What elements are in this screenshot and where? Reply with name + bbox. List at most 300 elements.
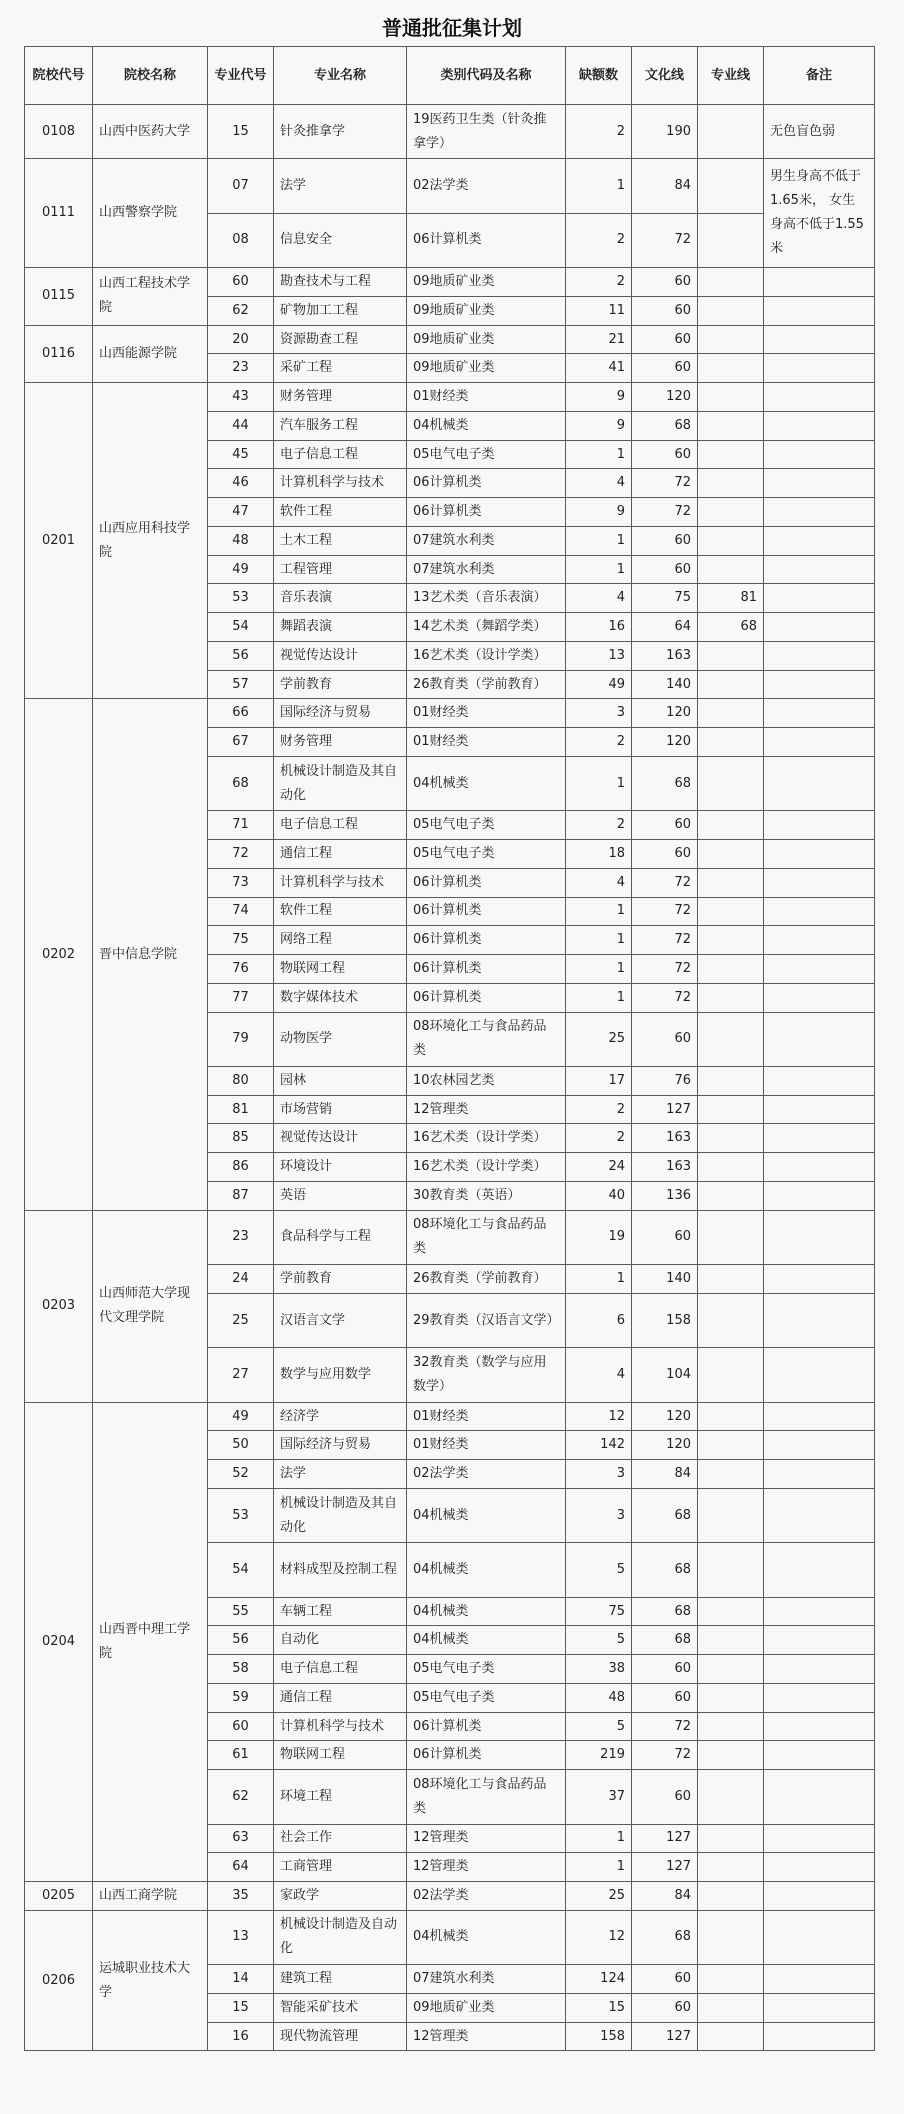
vacancy-cell: 4 — [566, 469, 632, 498]
category-cell: 05电气电子类 — [407, 1655, 566, 1684]
vacancy-cell: 1 — [566, 926, 632, 955]
culture-line-cell: 120 — [632, 728, 698, 757]
category-cell: 26教育类（学前教育） — [407, 1265, 566, 1294]
culture-line-cell: 68 — [632, 1543, 698, 1597]
major-code-cell: 62 — [208, 296, 274, 325]
major-name-cell: 电子信息工程 — [274, 1655, 407, 1684]
major-code-cell: 75 — [208, 926, 274, 955]
vacancy-cell: 38 — [566, 1655, 632, 1684]
major-name-cell: 动物医学 — [274, 1012, 407, 1066]
remark-cell — [764, 1095, 875, 1124]
major-name-cell: 数学与应用数学 — [274, 1348, 407, 1402]
table-row — [25, 325, 875, 354]
table-row — [25, 1402, 875, 1431]
profession-line-cell — [698, 1824, 764, 1853]
profession-line-cell — [698, 1543, 764, 1597]
school-name-cell: 山西应用科技学院 — [93, 383, 208, 699]
remark-cell — [764, 1712, 875, 1741]
remark-cell: 男生身高不低于1.65米， 女生身高不低于1.55米 — [764, 159, 875, 268]
culture-line-cell: 140 — [632, 1265, 698, 1294]
major-name-cell: 食品科学与工程 — [274, 1210, 407, 1264]
category-cell: 08环境化工与食品药品类 — [407, 1210, 566, 1264]
school-name-cell: 晋中信息学院 — [93, 699, 208, 1210]
profession-line-cell — [698, 868, 764, 897]
culture-line-cell: 84 — [632, 1882, 698, 1911]
category-cell: 12管理类 — [407, 2022, 566, 2051]
category-cell: 05电气电子类 — [407, 1683, 566, 1712]
major-name-cell: 舞蹈表演 — [274, 613, 407, 642]
remark-cell — [764, 1993, 875, 2022]
culture-line-cell: 190 — [632, 105, 698, 159]
major-name-cell: 财务管理 — [274, 728, 407, 757]
major-name-cell: 软件工程 — [274, 897, 407, 926]
profession-line-cell — [698, 1488, 764, 1542]
table-row — [25, 1210, 875, 1264]
major-code-cell: 24 — [208, 1265, 274, 1294]
vacancy-cell: 1 — [566, 440, 632, 469]
culture-line-cell: 72 — [632, 1741, 698, 1770]
vacancy-cell: 9 — [566, 498, 632, 527]
profession-line-cell — [698, 1012, 764, 1066]
remark-cell — [764, 1626, 875, 1655]
major-name-cell: 视觉传达设计 — [274, 641, 407, 670]
school-code-cell: 0203 — [25, 1210, 93, 1402]
culture-line-cell: 75 — [632, 584, 698, 613]
culture-line-cell: 60 — [632, 811, 698, 840]
major-name-cell: 国际经济与贸易 — [274, 1431, 407, 1460]
profession-line-cell — [698, 1626, 764, 1655]
major-code-cell: 64 — [208, 1853, 274, 1882]
remark-cell — [764, 1293, 875, 1347]
profession-line-cell — [698, 811, 764, 840]
category-cell: 12管理类 — [407, 1095, 566, 1124]
col-header: 类别代码及名称 — [407, 47, 566, 105]
culture-line-cell: 72 — [632, 213, 698, 267]
culture-line-cell: 60 — [632, 526, 698, 555]
vacancy-cell: 13 — [566, 641, 632, 670]
vacancy-cell: 25 — [566, 1882, 632, 1911]
major-name-cell: 电子信息工程 — [274, 440, 407, 469]
vacancy-cell: 5 — [566, 1712, 632, 1741]
major-name-cell: 工程管理 — [274, 555, 407, 584]
category-cell: 06计算机类 — [407, 469, 566, 498]
col-header: 缺额数 — [566, 47, 632, 105]
vacancy-cell: 5 — [566, 1543, 632, 1597]
major-code-cell: 58 — [208, 1655, 274, 1684]
vacancy-cell: 4 — [566, 1348, 632, 1402]
major-code-cell: 13 — [208, 1910, 274, 1964]
culture-line-cell: 68 — [632, 1626, 698, 1655]
major-name-cell: 法学 — [274, 1460, 407, 1489]
vacancy-cell: 17 — [566, 1066, 632, 1095]
major-name-cell: 国际经济与贸易 — [274, 699, 407, 728]
profession-line-cell — [698, 641, 764, 670]
category-cell: 04机械类 — [407, 411, 566, 440]
vacancy-cell: 2 — [566, 1124, 632, 1153]
profession-line-cell — [698, 105, 764, 159]
vacancy-cell: 11 — [566, 296, 632, 325]
major-name-cell: 信息安全 — [274, 213, 407, 267]
profession-line-cell — [698, 296, 764, 325]
major-name-cell: 自动化 — [274, 1626, 407, 1655]
remark-cell — [764, 1265, 875, 1294]
profession-line-cell — [698, 440, 764, 469]
major-name-cell: 采矿工程 — [274, 354, 407, 383]
culture-line-cell: 163 — [632, 1153, 698, 1182]
vacancy-cell: 2 — [566, 213, 632, 267]
vacancy-cell: 18 — [566, 840, 632, 869]
school-name-cell: 山西警察学院 — [93, 159, 208, 268]
category-cell: 14艺术类（舞蹈学类） — [407, 613, 566, 642]
major-code-cell: 07 — [208, 159, 274, 213]
culture-line-cell: 163 — [632, 641, 698, 670]
major-name-cell: 通信工程 — [274, 840, 407, 869]
remark-cell — [764, 1124, 875, 1153]
remark-cell — [764, 1882, 875, 1911]
profession-line-cell — [698, 897, 764, 926]
vacancy-cell: 1 — [566, 159, 632, 213]
category-cell: 08环境化工与食品药品类 — [407, 1012, 566, 1066]
vacancy-cell: 219 — [566, 1741, 632, 1770]
major-name-cell: 法学 — [274, 159, 407, 213]
culture-line-cell: 60 — [632, 1210, 698, 1264]
vacancy-cell: 12 — [566, 1910, 632, 1964]
vacancy-cell: 4 — [566, 584, 632, 613]
culture-line-cell: 60 — [632, 440, 698, 469]
category-cell: 26教育类（学前教育） — [407, 670, 566, 699]
table-row — [25, 1910, 875, 1964]
category-cell: 05电气电子类 — [407, 811, 566, 840]
category-cell: 04机械类 — [407, 1488, 566, 1542]
remark-cell — [764, 354, 875, 383]
profession-line-cell — [698, 1910, 764, 1964]
major-code-cell: 60 — [208, 1712, 274, 1741]
culture-line-cell: 163 — [632, 1124, 698, 1153]
page-title: 普通批征集计划 — [382, 16, 522, 40]
col-header: 专业线 — [698, 47, 764, 105]
major-name-cell: 工商管理 — [274, 1853, 407, 1882]
major-name-cell: 机械设计制造及自动化 — [274, 1910, 407, 1964]
culture-line-cell: 64 — [632, 613, 698, 642]
school-code-cell: 0115 — [25, 268, 93, 326]
vacancy-cell: 2 — [566, 728, 632, 757]
category-cell: 12管理类 — [407, 1853, 566, 1882]
culture-line-cell: 127 — [632, 1824, 698, 1853]
vacancy-cell: 25 — [566, 1012, 632, 1066]
col-header: 文化线 — [632, 47, 698, 105]
major-code-cell: 44 — [208, 411, 274, 440]
vacancy-cell: 3 — [566, 1460, 632, 1489]
major-code-cell: 46 — [208, 469, 274, 498]
culture-line-cell: 68 — [632, 1488, 698, 1542]
vacancy-cell: 158 — [566, 2022, 632, 2051]
category-cell: 07建筑水利类 — [407, 1965, 566, 1994]
remark-cell — [764, 1012, 875, 1066]
vacancy-cell: 3 — [566, 1488, 632, 1542]
vacancy-cell: 16 — [566, 613, 632, 642]
vacancy-cell: 1 — [566, 1824, 632, 1853]
remark-cell — [764, 1543, 875, 1597]
profession-line-cell — [698, 1683, 764, 1712]
major-name-cell: 机械设计制造及其自动化 — [274, 1488, 407, 1542]
major-name-cell: 软件工程 — [274, 498, 407, 527]
major-name-cell: 通信工程 — [274, 1683, 407, 1712]
table-row — [25, 1882, 875, 1911]
major-code-cell: 54 — [208, 613, 274, 642]
major-name-cell: 视觉传达设计 — [274, 1124, 407, 1153]
school-code-cell: 0202 — [25, 699, 93, 1210]
profession-line-cell — [698, 159, 764, 213]
profession-line-cell — [698, 469, 764, 498]
major-name-cell: 车辆工程 — [274, 1597, 407, 1626]
remark-cell — [764, 641, 875, 670]
category-cell: 10农林园艺类 — [407, 1066, 566, 1095]
vacancy-cell: 6 — [566, 1293, 632, 1347]
vacancy-cell: 1 — [566, 897, 632, 926]
category-cell: 01财经类 — [407, 699, 566, 728]
remark-cell — [764, 555, 875, 584]
profession-line-cell — [698, 1348, 764, 1402]
major-name-cell: 园林 — [274, 1066, 407, 1095]
profession-line-cell — [698, 1882, 764, 1911]
major-code-cell: 73 — [208, 868, 274, 897]
profession-line-cell: 68 — [698, 613, 764, 642]
remark-cell — [764, 498, 875, 527]
remark-cell — [764, 526, 875, 555]
remark-cell — [764, 811, 875, 840]
remark-cell — [764, 868, 875, 897]
culture-line-cell: 158 — [632, 1293, 698, 1347]
category-cell: 09地质矿业类 — [407, 354, 566, 383]
col-header: 院校代号 — [25, 47, 93, 105]
school-code-cell: 0204 — [25, 1402, 93, 1881]
category-cell: 09地质矿业类 — [407, 296, 566, 325]
remark-cell — [764, 584, 875, 613]
profession-line-cell — [698, 670, 764, 699]
major-code-cell: 68 — [208, 756, 274, 810]
col-header: 备注 — [764, 47, 875, 105]
culture-line-cell: 72 — [632, 868, 698, 897]
culture-line-cell: 127 — [632, 2022, 698, 2051]
major-code-cell: 53 — [208, 584, 274, 613]
category-cell: 16艺术类（设计学类） — [407, 641, 566, 670]
major-name-cell: 市场营销 — [274, 1095, 407, 1124]
profession-line-cell — [698, 526, 764, 555]
major-name-cell: 数字媒体技术 — [274, 983, 407, 1012]
vacancy-cell: 1 — [566, 955, 632, 984]
major-name-cell: 电子信息工程 — [274, 811, 407, 840]
category-cell: 04机械类 — [407, 756, 566, 810]
category-cell: 06计算机类 — [407, 1712, 566, 1741]
profession-line-cell — [698, 728, 764, 757]
category-cell: 04机械类 — [407, 1543, 566, 1597]
culture-line-cell: 120 — [632, 1402, 698, 1431]
remark-cell — [764, 1066, 875, 1095]
culture-line-cell: 60 — [632, 840, 698, 869]
major-code-cell: 87 — [208, 1181, 274, 1210]
remark-cell — [764, 926, 875, 955]
category-cell: 06计算机类 — [407, 926, 566, 955]
major-name-cell: 计算机科学与技术 — [274, 469, 407, 498]
remark-cell — [764, 383, 875, 412]
remark-cell — [764, 1181, 875, 1210]
remark-cell — [764, 2022, 875, 2051]
vacancy-cell: 1 — [566, 1853, 632, 1882]
category-cell: 06计算机类 — [407, 213, 566, 267]
major-code-cell: 66 — [208, 699, 274, 728]
category-cell: 04机械类 — [407, 1597, 566, 1626]
major-code-cell: 79 — [208, 1012, 274, 1066]
vacancy-cell: 49 — [566, 670, 632, 699]
table-body — [25, 105, 875, 2051]
category-cell: 06计算机类 — [407, 897, 566, 926]
school-code-cell: 0206 — [25, 1910, 93, 2051]
school-code-cell: 0108 — [25, 105, 93, 159]
vacancy-cell: 124 — [566, 1965, 632, 1994]
major-name-cell: 学前教育 — [274, 670, 407, 699]
major-name-cell: 计算机科学与技术 — [274, 1712, 407, 1741]
profession-line-cell — [698, 1153, 764, 1182]
major-code-cell: 80 — [208, 1066, 274, 1095]
major-code-cell: 53 — [208, 1488, 274, 1542]
remark-cell — [764, 1460, 875, 1489]
major-name-cell: 汉语言文学 — [274, 1293, 407, 1347]
major-code-cell: 52 — [208, 1460, 274, 1489]
remark-cell — [764, 1488, 875, 1542]
remark-cell — [764, 1597, 875, 1626]
major-name-cell: 社会工作 — [274, 1824, 407, 1853]
school-name-cell: 山西能源学院 — [93, 325, 208, 383]
major-code-cell: 61 — [208, 1741, 274, 1770]
table-row — [25, 268, 875, 297]
major-code-cell: 49 — [208, 555, 274, 584]
major-name-cell: 环境工程 — [274, 1770, 407, 1824]
remark-cell — [764, 296, 875, 325]
culture-line-cell: 84 — [632, 1460, 698, 1489]
major-code-cell: 67 — [208, 728, 274, 757]
category-cell: 06计算机类 — [407, 983, 566, 1012]
profession-line-cell — [698, 1210, 764, 1264]
category-cell: 05电气电子类 — [407, 440, 566, 469]
major-code-cell: 59 — [208, 1683, 274, 1712]
profession-line-cell — [698, 268, 764, 297]
profession-line-cell — [698, 1770, 764, 1824]
major-name-cell: 材料成型及控制工程 — [274, 1543, 407, 1597]
culture-line-cell: 68 — [632, 411, 698, 440]
remark-cell — [764, 756, 875, 810]
vacancy-cell: 2 — [566, 811, 632, 840]
major-code-cell: 49 — [208, 1402, 274, 1431]
category-cell: 08环境化工与食品药品类 — [407, 1770, 566, 1824]
culture-line-cell: 60 — [632, 296, 698, 325]
culture-line-cell: 68 — [632, 1597, 698, 1626]
category-cell: 09地质矿业类 — [407, 325, 566, 354]
vacancy-cell: 15 — [566, 1993, 632, 2022]
major-name-cell: 物联网工程 — [274, 1741, 407, 1770]
major-name-cell: 财务管理 — [274, 383, 407, 412]
remark-cell — [764, 1683, 875, 1712]
profession-line-cell — [698, 1265, 764, 1294]
remark-cell — [764, 1770, 875, 1824]
profession-line-cell — [698, 555, 764, 584]
major-code-cell: 48 — [208, 526, 274, 555]
major-code-cell: 43 — [208, 383, 274, 412]
major-code-cell: 77 — [208, 983, 274, 1012]
major-name-cell: 计算机科学与技术 — [274, 868, 407, 897]
vacancy-cell: 2 — [566, 105, 632, 159]
culture-line-cell: 60 — [632, 1770, 698, 1824]
remark-cell — [764, 1965, 875, 1994]
major-name-cell: 家政学 — [274, 1882, 407, 1911]
table-row — [25, 383, 875, 412]
school-code-cell: 0205 — [25, 1882, 93, 1911]
category-cell: 09地质矿业类 — [407, 268, 566, 297]
major-name-cell: 汽车服务工程 — [274, 411, 407, 440]
remark-cell — [764, 613, 875, 642]
vacancy-cell: 1 — [566, 756, 632, 810]
culture-line-cell: 120 — [632, 1431, 698, 1460]
culture-line-cell: 60 — [632, 354, 698, 383]
profession-line-cell — [698, 213, 764, 267]
school-name-cell: 运城职业技术大学 — [93, 1910, 208, 2051]
remark-cell — [764, 325, 875, 354]
remark-cell — [764, 1153, 875, 1182]
remark-cell: 无色盲色弱 — [764, 105, 875, 159]
school-name-cell: 山西工商学院 — [93, 1882, 208, 1911]
culture-line-cell: 140 — [632, 670, 698, 699]
culture-line-cell: 84 — [632, 159, 698, 213]
remark-cell — [764, 699, 875, 728]
culture-line-cell: 68 — [632, 1910, 698, 1964]
profession-line-cell — [698, 1124, 764, 1153]
culture-line-cell: 72 — [632, 983, 698, 1012]
table-row — [25, 159, 875, 213]
major-name-cell: 资源勘查工程 — [274, 325, 407, 354]
category-cell: 19医药卫生类（针灸推拿学） — [407, 105, 566, 159]
vacancy-cell: 40 — [566, 1181, 632, 1210]
profession-line-cell — [698, 756, 764, 810]
major-code-cell: 47 — [208, 498, 274, 527]
profession-line-cell — [698, 1460, 764, 1489]
major-code-cell: 23 — [208, 1210, 274, 1264]
remark-cell — [764, 411, 875, 440]
category-cell: 06计算机类 — [407, 868, 566, 897]
culture-line-cell: 72 — [632, 1712, 698, 1741]
vacancy-cell: 1 — [566, 555, 632, 584]
major-code-cell: 62 — [208, 1770, 274, 1824]
major-name-cell: 机械设计制造及其自动化 — [274, 756, 407, 810]
remark-cell — [764, 1402, 875, 1431]
category-cell: 01财经类 — [407, 383, 566, 412]
major-code-cell: 27 — [208, 1348, 274, 1402]
major-name-cell: 土木工程 — [274, 526, 407, 555]
culture-line-cell: 72 — [632, 955, 698, 984]
vacancy-cell: 5 — [566, 1626, 632, 1655]
category-cell: 01财经类 — [407, 728, 566, 757]
major-code-cell: 35 — [208, 1882, 274, 1911]
culture-line-cell: 76 — [632, 1066, 698, 1095]
culture-line-cell: 60 — [632, 1683, 698, 1712]
vacancy-cell: 19 — [566, 1210, 632, 1264]
school-code-cell: 0201 — [25, 383, 93, 699]
category-cell: 07建筑水利类 — [407, 555, 566, 584]
major-code-cell: 20 — [208, 325, 274, 354]
category-cell: 06计算机类 — [407, 498, 566, 527]
vacancy-cell: 3 — [566, 699, 632, 728]
category-cell: 13艺术类（音乐表演） — [407, 584, 566, 613]
vacancy-cell: 1 — [566, 1265, 632, 1294]
culture-line-cell: 127 — [632, 1853, 698, 1882]
